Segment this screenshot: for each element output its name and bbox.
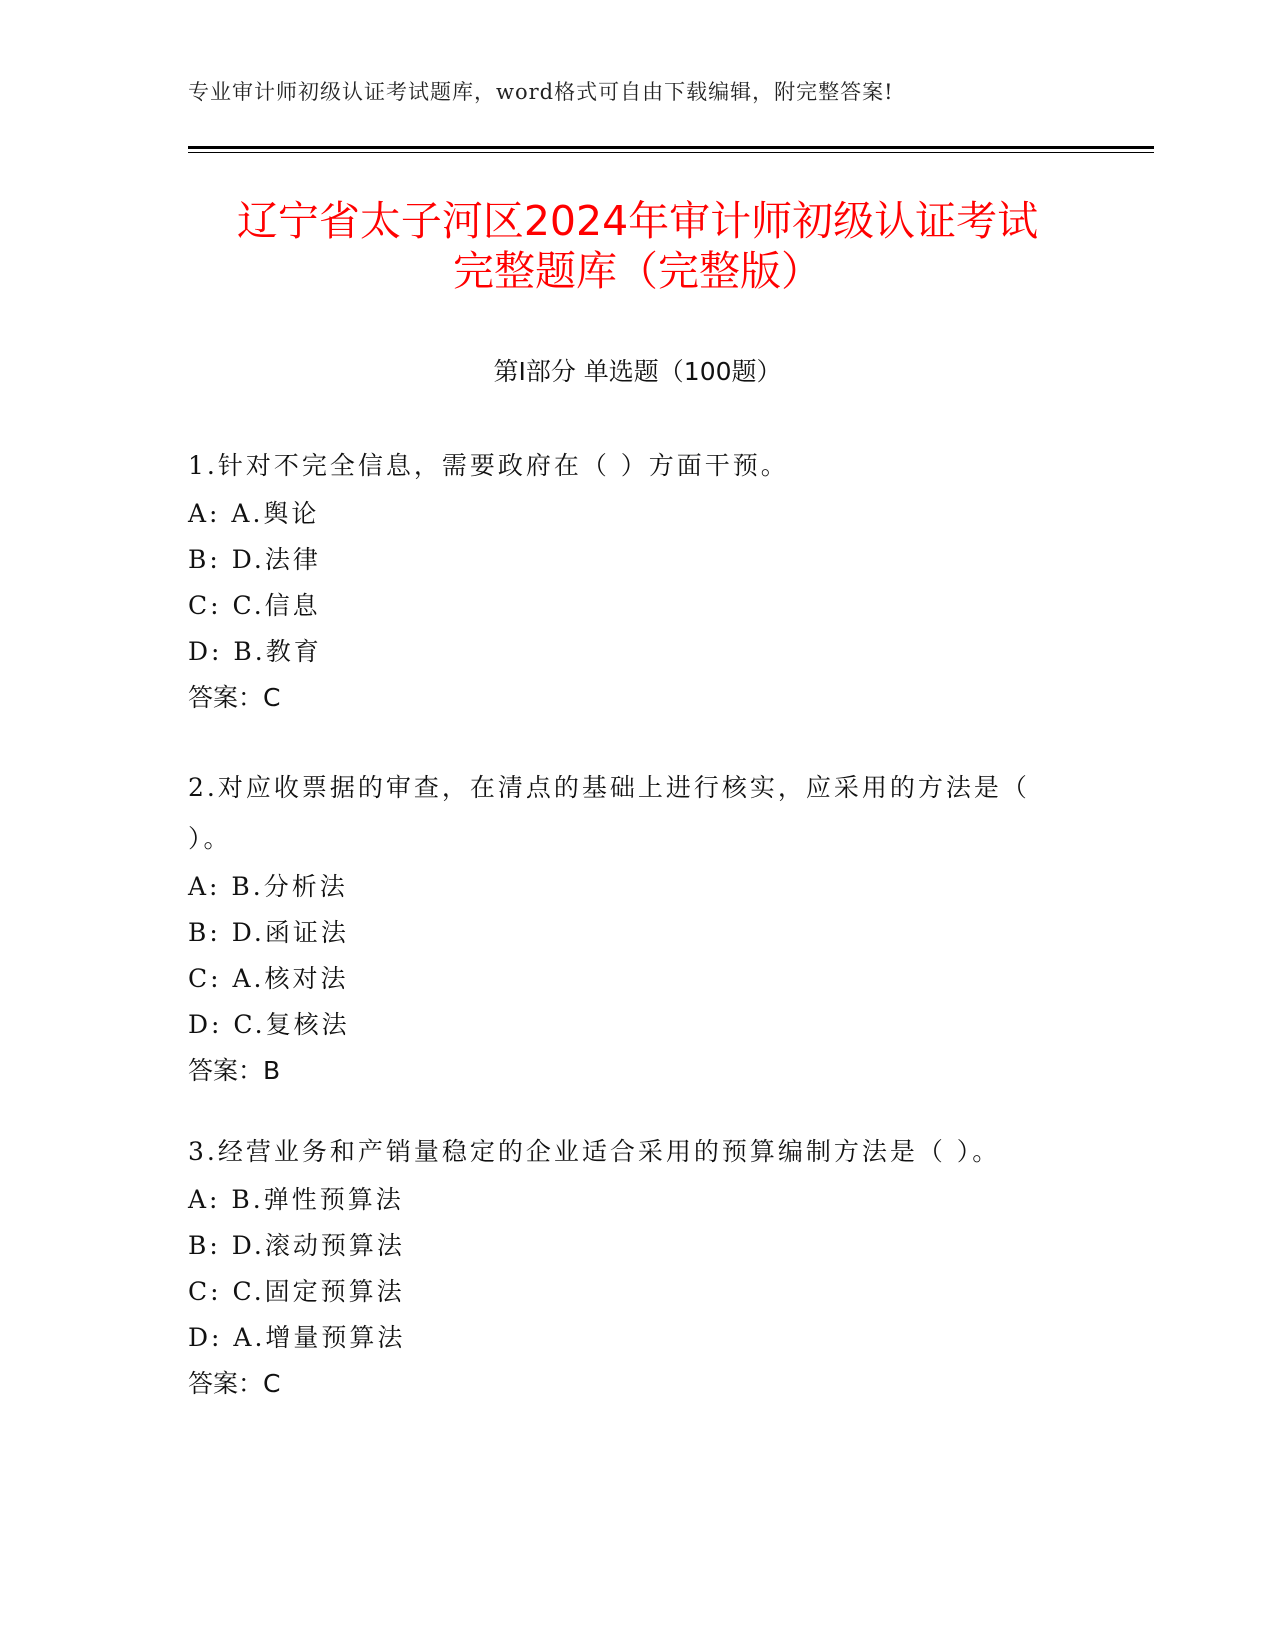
- option-c: C: A.核对法: [188, 964, 349, 993]
- document-header-note: 专业审计师初级认证考试题库，word格式可自由下载编辑，附完整答案!: [188, 80, 894, 104]
- document-title-line-1: 辽宁省太子河区2024年审计师初级认证考试: [236, 197, 1039, 245]
- question-stem: 3.经营业务和产销量稳定的企业适合采用的预算编制方法是（ ）。: [188, 1137, 1001, 1166]
- document-title: [150, 196, 1125, 296]
- question-3: [188, 1126, 1058, 1407]
- answer-line: 答案：C: [188, 683, 281, 712]
- header-divider-thin: [188, 152, 1154, 153]
- option-a: A: B.分析法: [188, 872, 348, 901]
- option-b: B: D.法律: [188, 545, 321, 574]
- option-c: C: C.信息: [188, 591, 321, 620]
- option-d: D: B.教育: [188, 637, 322, 666]
- question-2: [188, 762, 1058, 1094]
- section-heading: 第Ⅰ部分 单选题（100题）: [493, 357, 782, 386]
- option-c: C: C.固定预算法: [188, 1277, 405, 1306]
- question-stem: 1.针对不完全信息，需要政府在（ ）方面干预。: [188, 451, 789, 480]
- question-1: [188, 440, 1058, 721]
- option-a: A: B.弹性预算法: [188, 1185, 404, 1214]
- answer-line: 答案：B: [188, 1056, 281, 1085]
- option-a: A: A.舆论: [188, 499, 320, 528]
- header-divider-thick: [188, 146, 1154, 149]
- option-d: D: C.复核法: [188, 1010, 350, 1039]
- option-b: B: D.函证法: [188, 918, 349, 947]
- option-d: D: A.增量预算法: [188, 1323, 406, 1352]
- answer-line: 答案：C: [188, 1369, 281, 1398]
- option-b: B: D.滚动预算法: [188, 1231, 405, 1260]
- question-stem: 2.对应收票据的审查，在清点的基础上进行核实，应采用的方法是（ ）。: [188, 773, 1030, 853]
- document-title-line-2: 完整题库（完整版）: [453, 247, 822, 295]
